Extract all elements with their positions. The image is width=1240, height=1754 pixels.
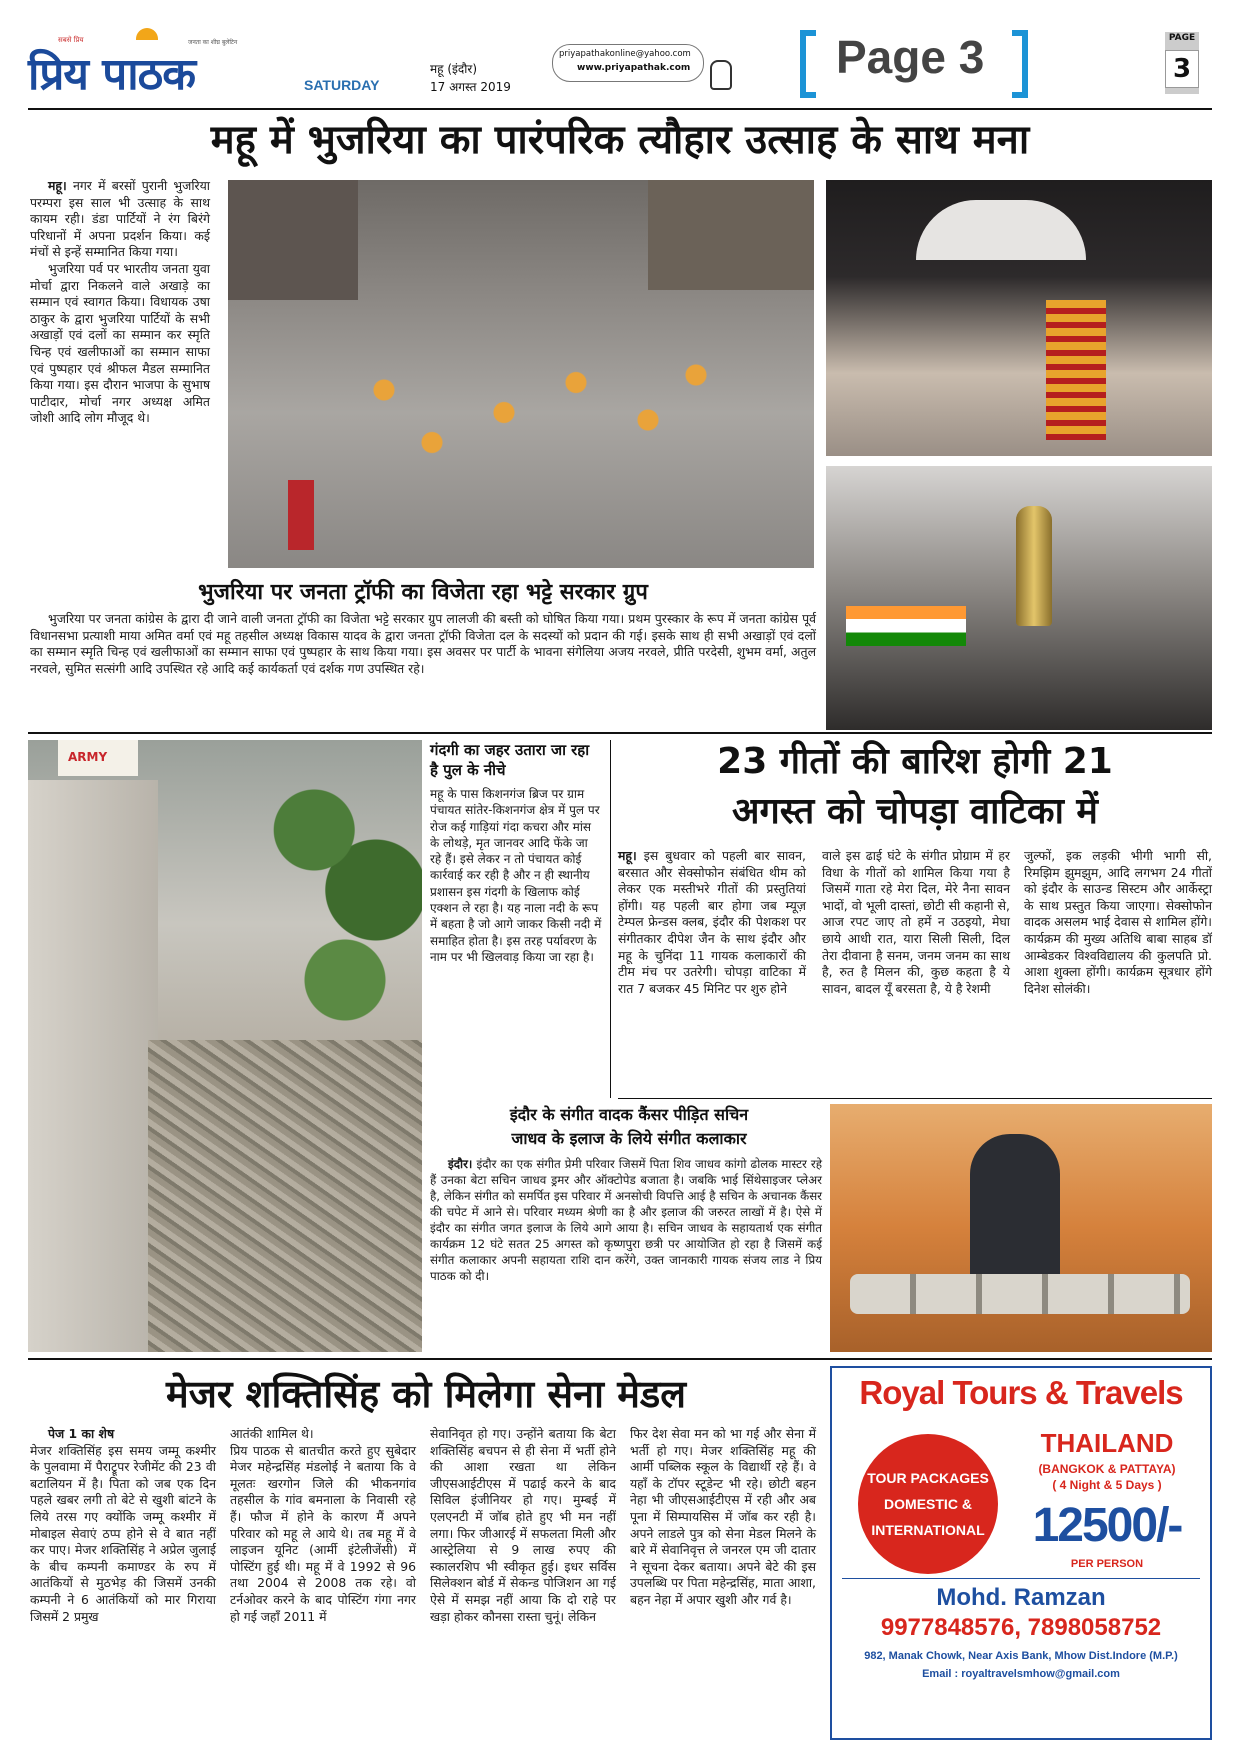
- story1-dateline: महू।: [48, 178, 67, 193]
- page-label: PAGE: [1168, 33, 1196, 43]
- story4-dateline: इंदौर।: [448, 1157, 473, 1171]
- section-rule-2: [28, 1358, 1212, 1360]
- story2-headline: गंदगी का जहर उतारा जा रहा है पुल के नीचे: [430, 741, 590, 779]
- page-banner-text: Page 3: [836, 31, 985, 83]
- story1-umbrella-photo: [826, 180, 1212, 456]
- section-rule-1: [28, 732, 1212, 734]
- contact-box: [552, 44, 704, 82]
- bracket-left: [800, 30, 816, 98]
- story1-headline: महू में भुजरिया का पारंपरिक त्यौहार उत्साह के साथ मना: [210, 117, 1030, 163]
- ad-contact-name: Mohd. Ramzan: [936, 1584, 1106, 1611]
- date: 17 अगस्त 2019: [430, 80, 511, 94]
- photo-wall: [28, 780, 158, 1352]
- masthead-rule: [28, 108, 1212, 110]
- logo-wordmark: प्रिय पाठक: [28, 49, 196, 100]
- story4-body: [430, 1156, 822, 1284]
- story3-col1-text: इस बुधवार को पहली बार सावन, बरसात और सेक्सोफोन संबंधित थीम को लेकर एक मस्तीभरे गीतों की प्रस्तुतियां होंगी। यह पहली बार होगा जब म्यूज़ टेम्पल फ्रेन्डस क्लब, इंदौर की पेशकश पर संगीतकार दीपेश जैन के साथ इंदौर और महू के चुनिंदा 11 गायक कलाकारों की टीम मंच पर उतरेगी। चोपड़ा वाटिका में रात 7 बजकर 45 मिनिट पर शुरु होने: [618, 848, 806, 996]
- photo-trophy: [1016, 506, 1052, 626]
- story5-col2: आतंकी शामिल थे। प्रिय पाठक से बातचीत करते हुए सुबेदार मेजर महेन्द्रसिंह मंडलोई ने बताया कि वे मूलतः खरगोन जिले की भीकनगांव तहसील के गांव बमनाला के निवासी रहे हैं। फौज में होने के कारण मैं अपने परिवार को महू ले आये थे। तब महू में वे लाइजन यूनिट (आर्मी इंटेलीजेंसी) में पोस्टिंग हुई थी। महू में वे 1992 से 96 तथा 2004 से 2008 तक रहे। वो टर्नओवर करने के बाद पोस्टिंग गंगा नगर हो गई जहाँ 2011 में: [230, 1426, 416, 1624]
- logo-sun-icon: [136, 28, 158, 40]
- army-sign-text: ARMY: [68, 750, 108, 764]
- story2-garbage-photo: [28, 740, 422, 1352]
- bracket-right: [1012, 30, 1028, 98]
- story5-continued-label: पेज 1 का शेष: [48, 1426, 115, 1441]
- photo-army-sign: [58, 740, 138, 776]
- ad-divider: [842, 1578, 1200, 1579]
- logo: [28, 30, 258, 100]
- ad-price: 12500/-: [1032, 1499, 1182, 1552]
- story5-col1-text: मेजर शक्तिसिंह इस समय जम्मू कश्मीर के पुलवामा में पैराट्रूपर रेजीमेंट की 23 वी बटालियन में है। पिता को जब एक दिन पहले खबर लगी तो बेटे से खुशी बांटने के लिये तरस गए क्योंकि जम्मू कश्मीर में मोबाइल सेवाएं ठप्प होने से वे बात नहीं कर पाए। मेजर शक्तिसिंह ने अप्रेल जुलाई के बीच कम्पनी कमाण्डर के रुप में आतंकियों से मुठभेड़ की जिसमें उनकी कम्पनी ने 6 आतंकियों को मार गिराया जिसमें 2 प्रमुख: [30, 1442, 216, 1624]
- story5-col3: सेवानिवृत हो गए। उन्होंने बताया कि बेटा शक्तिसिंह बचपन से ही सेना में भर्ती होने की आशा रखता था लेकिन जीएसआईटीएस में पढाई करने के बाद सिविल इंजीनियर हो गए। मुम्बई में एलएनटी में जॉब होते हुए भी मन नहीं लगा। फिर जीआरई में सफलता मिली और आस्ट्रेलिया से 9 लाख रुपए की स्कालरशिप भी स्वीकृत हुई। इधर सर्विस सिलेक्शन बोर्ड में सेकन्ड पोजिशन आ गई ऐसे में समझ नहीं आया कि दो राहे पर खड़ा होकर कौनसा रास्ता चुनूं। लेकिन: [430, 1426, 616, 1624]
- photo-building-left: [228, 180, 358, 300]
- page-banner: [800, 30, 1030, 90]
- story1-para1: नगर में बरसों पुरानी भुजरिया परम्परा इस साल भी उत्साह के साथ कायम रही। डंडा पार्टियों ने रंग बिरंगे परिधानों में अपना प्रदर्शन किया। कई मंचों से इन्हें सम्मानित किया गया।: [30, 178, 210, 260]
- ad-packages-line2: DOMESTIC &: [884, 1496, 972, 1512]
- photo-drummer: [970, 1134, 1060, 1284]
- photo-crowd: [288, 330, 768, 480]
- pointer-hand-icon: [710, 60, 732, 90]
- story3-bottom-rule: [618, 1098, 1212, 1099]
- story1-subbody: भुजरिया पर जनता कांग्रेस के द्वारा दी जाने वाली जनता ट्रॉफी का विजेता भट्टे सरकार ग्रुप लालजी की बस्ती को घोषित किया गया। प्रथम पुरस्कार के रूप में जनता कांग्रेस पूर्व विधानसभा प्रत्याशी माया अमित वर्मा एवं महू तहसील अध्यक्ष विकास यादव के द्वारा जनता ट्रॉफी विजेता दल के सदस्यों को प्रदान की गई। इसके साथ ही सभी अखाड़ों एवं दलों का सम्मान स्मृति चिन्ह एवं खलीफाओं का सम्मान साफा एवं पुष्पहार के साथ किया गया। इस अवसर पर पार्टी के भावना संगेलिया अजय नरवले, प्रीति परदेसी, शुभम वर्मा, अतुल नरवले, सुमित सत्संगी आदि उपस्थित रहे आदि कई कार्यकर्ता एवं दर्शक गण उपस्थित रहे।: [30, 611, 816, 676]
- logo-tagline: जनता का शीघ्र बुलेटिन: [188, 39, 238, 46]
- ad-packages-line1: TOUR PACKAGES: [867, 1470, 989, 1486]
- photo-garlands: [1046, 300, 1106, 440]
- royal-tours-ad: [830, 1366, 1212, 1740]
- story1-trophy-photo: [826, 466, 1212, 730]
- page-number-box: [1165, 32, 1199, 94]
- story5-headline: मेजर शक्तिसिंह को मिलेगा सेना मेडल: [165, 1372, 687, 1416]
- ad-country: THAILAND: [1040, 1428, 1174, 1458]
- story4-drummer-photo: [830, 1104, 1212, 1352]
- photo-person-red: [288, 480, 314, 550]
- ad-packages-line3: INTERNATIONAL: [871, 1522, 985, 1538]
- story3-col2: वाले इस ढाई घंटे के संगीत प्रोग्राम में हर विधा के गीतों को शामिल किया गया है जिसमें गाता रहे मेरा दिल, मेरे नैना सावन भादों, वो भूली दास्तां, छोटी सी कहानी से, आज रपट जाए तो हमें न उठइयो, मेघा छाये आधी रात, यारा सिली सिली, दिल तेरा दीवाना है सनम, जनम जनम का साथ है, रुत है मिलन की, कुछ कहता है ये सावन, बादल यूँ बरसता है, ये है रेशमी: [822, 848, 1010, 996]
- story2-body: महू के पास किशनगंज ब्रिज पर ग्राम पंचायत सांतेर-किशनगंज क्षेत्र में पुल पर रोज कई गाड़ियां गंदा कचरा और मांस के लोथड़े, मृत जानवर आदि फेंके जा रहे हैं। इसे लेकर न तो पंचायत कोई कार्रवाई कर रही है और न ही स्थानीय प्रशासन इस गंदगी के खिलाफ कोई एक्शन ले रहा है। यह नाला नदी के रूप में बहता है जो आगे जाकर किसी नदी में समाहित होता है। इस तरह पर्यावरण के नाम पर भी खिलवाड़ किया जा रहा है।: [430, 787, 602, 964]
- ad-packages-circle: [858, 1434, 998, 1574]
- story3-dateline: महू।: [618, 848, 637, 863]
- story2-divider: [610, 740, 611, 1098]
- photo-trees: [268, 740, 422, 1040]
- ad-phones[interactable]: 9977848576, 7898058752: [880, 1614, 1162, 1641]
- story4-headline-line1: इंदौर के संगीत वादक कैंसर पीड़ित सचिन: [509, 1105, 749, 1124]
- page-number: 3: [1165, 50, 1199, 88]
- story5-col4: फिर देश सेवा मन को भा गई और सेना में भर्ती हो गए। मेजर शक्तिसिंह महू की आर्मी पब्लिक स्कूल के विद्यार्थी रहे हैं। वे यहाँ के टॉपर स्टूडेन्ट भी रहे। छोटी बहन नेहा भी जीएसआईटीएस में रही और अब पूना में सिम्पायसिस में जॉब कर रही है। अपने लाडले पुत्र को सेना मेडल मिलने के बारे में सेवानिवृत्त ले जनरल एम जी दातार ने सूचना देकर बताया। अपने बेटे की इस उपलब्धि पर पिता महेन्द्रसिंह, माता आशा, बहन नेहा में अपार खुशी और गर्व है।: [630, 1426, 816, 1607]
- story4-text: इंदौर का एक संगीत प्रेमी परिवार जिसमें पिता शिव जाधव कांगो ढोलक मास्टर रहे हैं उनका बेटा सचिन जाधव ड्रमर और ऑक्टोपेड बजाता है। जबकि भाई सिंथेसाइजर प्लेअर है, लेकिन संगीत को समर्पित इस परिवार में अनसोची विपत्ति आई है सचिन के अचानक कैंसर की चपेट में आने से। परिवार मध्यम श्रेणी का है और इलाज की जरुरत लाखों में है। ऐसे में इंदौर का संगीत जगत इलाज के लिये आगे आया है। सचिन जाधव के सहायतार्थ एक संगीत कार्यक्रम 12 घंटे सतत 25 अगस्त को कृष्णपुरा छत्री पर आयोजित हो रहा है जिसमें कई संगीत कलाकार अपनी सहायता राशि दान करेंगे, उक्त जानकारी गायक संजय लाड ने प्रिय पाठक को दी।: [430, 1157, 823, 1283]
- email-link[interactable]: priyapathakonline@yahoo.com: [559, 49, 691, 59]
- photo-debris: [148, 1040, 422, 1352]
- ad-duration: ( 4 Night & 5 Days ): [1052, 1478, 1162, 1492]
- masthead: [0, 0, 1240, 110]
- ad-title: Royal Tours & Travels: [859, 1374, 1183, 1411]
- photo-umbrella: [916, 200, 1086, 260]
- story1-street-photo: [228, 180, 814, 568]
- story3-headline-line2: अगस्त को चोपड़ा वाटिका में: [732, 791, 1098, 832]
- story3-col1: [618, 848, 806, 997]
- story1-para2: भुजरिया पर्व पर भारतीय जनता युवा मोर्चा द्वारा निकलने वाले अखाड़े का सम्मान एवं स्वागत किया। विधायक उषा ठाकुर के द्वारा भुजरिया पार्टियों के सभी अखाड़ों एवं दलों का सम्मान कर स्मृति चिन्ह एवं खलीफाओं का सम्मान साफा एवं पुष्पहार एवं श्रीफल मैडल सम्मानित किया गया। इस दौरान भाजपा के सुभाष पाटीदार, मोर्चा नगर अध्यक्ष अमित जोशी आदि लोग मौजूद थे।: [30, 260, 210, 426]
- ad-address: 982, Manak Chowk, Near Axis Bank, Mhow Dist.Indore (M.P.): [864, 1650, 1178, 1662]
- story1-body: [30, 178, 210, 427]
- city: महू (इंदौर): [430, 62, 478, 76]
- story5-col1: [30, 1426, 216, 1625]
- logo-small-text: सबसे प्रिय: [58, 36, 84, 44]
- ad-email[interactable]: Email : royaltravelsmhow@gmail.com: [922, 1668, 1120, 1680]
- photo-drums: [850, 1274, 1190, 1314]
- photo-flag: [846, 606, 966, 646]
- day-label: SATURDAY: [304, 77, 380, 93]
- story3-headline-line1: 23 गीतों की बारिश होगी 21: [717, 741, 1113, 782]
- photo-building-right: [648, 180, 814, 290]
- ad-per-person: PER PERSON: [1070, 1558, 1144, 1570]
- story1-subhead: भुजरिया पर जनता ट्रॉफी का विजेता रहा भट्टे सरकार ग्रुप: [198, 580, 648, 605]
- ad-cities: (BANGKOK & PATTAYA): [1038, 1462, 1176, 1476]
- story3-col3: जुल्फों, इक लड़की भीगी भागी सी, रिमझिम झुमझुम, आदि लगभग 24 गीतों को इंदौर के साउन्ड सिस्टम और आर्केस्ट्रा के साथ प्रस्तुत किया जाएगा। सेक्सोफोन वादक असलम भाई देवास से शामिल होंगे। कार्यक्रम की मुख्य अतिथि बाबा साहब डॉ आम्बेडकर विश्वविद्यालय की कुलपति प्रो. आशा शुक्ला होंगी। कार्यक्रम सूत्रधार होंगे दिनेश सोलंकी।: [1024, 848, 1212, 996]
- story4-headline-line2: जाधव के इलाज के लिये संगीत कलाकार: [511, 1129, 747, 1148]
- website-link[interactable]: www.priyapathak.com: [577, 63, 691, 73]
